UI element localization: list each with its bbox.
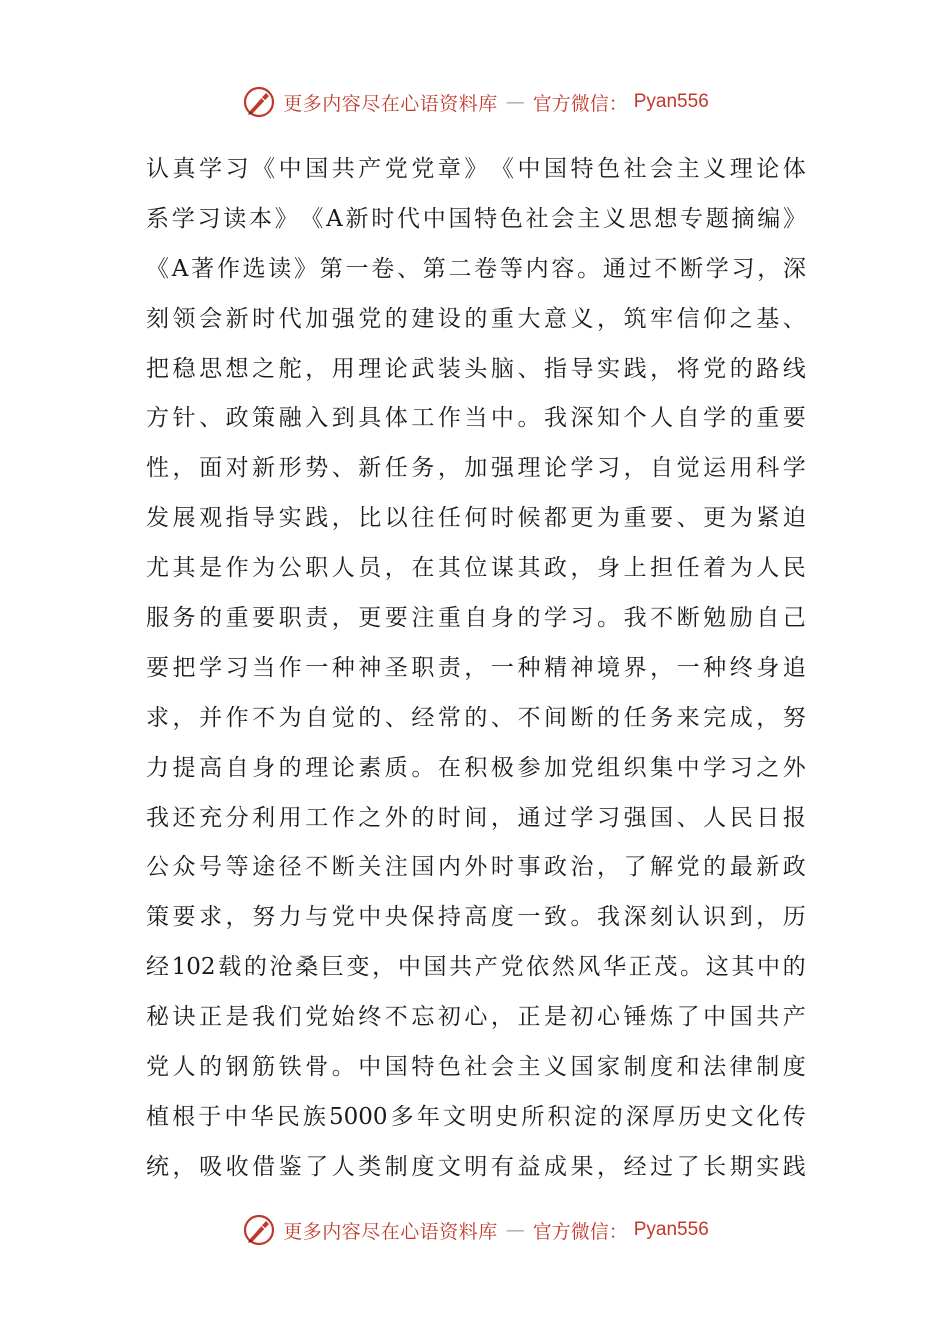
text-line: 秘 诀 正 是 我 们 党 始 终 不 忘 初 心 ， 正 是 初 心 锤 炼 了 中 国 共 产 xyxy=(146,1004,806,1031)
document-body xyxy=(146,145,806,1193)
banner-title: 更多内容尽在心语资料库 xyxy=(283,92,498,115)
text-line: 党 人 的 钢 筋 铁 骨 。 中 国 特 色 社 会 主 义 国 家 制 度 和 法 律 制 度 xyxy=(146,1054,806,1081)
text-line: 公 众 号 等 途 径 不 断 关 注 国 内 外 时 事 政 治 ， 了 解 党 的 最 新 政 xyxy=(146,854,806,881)
pen-logo-icon xyxy=(241,84,277,120)
text-line: 把 稳 思 想 之 舵 ， 用 理 论 武 装 头 脑 、 指 导 实 践 ， 将 党 的 路 线 xyxy=(146,355,806,382)
text-line: 统 ， 吸 收 借 鉴 了 人 类 制 度 文 明 有 益 成 果 ， 经 过 了 长 期 实 践 xyxy=(146,1153,806,1180)
footer-banner xyxy=(0,1208,950,1252)
banner-wechat-label: 官方微信： xyxy=(532,92,628,115)
banner-separator: — xyxy=(505,91,525,113)
text-line: 《 A 著 作 选 读 》 第 一 卷 、 第 二 卷 等 内 容 。 通 过 不 断 学 习 ， 深 xyxy=(146,255,806,282)
text-line: 系 学 习 读 本 》 《 A 新 时 代 中 国 特 色 社 会 主 义 思 想 专 题 摘 编 》 xyxy=(146,205,806,232)
text-line: 尤 其 是 作 为 公 职 人 员 ， 在 其 位 谋 其 政 ， 身 上 担 任 着 为 人 民 xyxy=(146,555,806,582)
text-line: 求 ， 并 作 不 为 自 觉 的 、 经 常 的 、 不 间 断 的 任 务 来 完 成 ， 努 xyxy=(146,704,806,731)
text-line: 认 真 学 习 《 中 国 共 产 党 党 章 》 《 中 国 特 色 社 会 主 义 理 论 体 xyxy=(146,156,806,182)
text-line: 经 102 载 的 沧 桑 巨 变 ， 中 国 共 产 党 依 然 风 华 正 茂 。 这 其 中 的 xyxy=(146,954,806,981)
text-line: 我 还 充 分 利 用 工 作 之 外 的 时 间 ， 通 过 学 习 强 国 、 人 民 日 报 xyxy=(146,804,806,831)
text-line: 发 展 观 指 导 实 践 ， 比 以 往 任 何 时 候 都 更 为 重 要 、 更 为 紧 迫 xyxy=(146,505,806,532)
banner-wechat-id: Pyan556 xyxy=(633,91,709,112)
header-banner xyxy=(0,80,950,124)
banner-separator: — xyxy=(505,1219,525,1241)
banner-wechat-id: Pyan556 xyxy=(633,1219,709,1240)
text-line: 刻 领 会 新 时 代 加 强 党 的 建 设 的 重 大 意 义 ， 筑 牢 信 仰 之 基 、 xyxy=(146,305,806,332)
text-line: 植 根 于 中 华 民 族 5000 多 年 文 明 史 所 积 淀 的 深 厚 历 史 文 化 传 xyxy=(146,1103,806,1130)
text-line: 方 针 、 政 策 融 入 到 具 体 工 作 当 中 。 我 深 知 个 人 自 学 的 重 要 xyxy=(146,405,806,432)
text-line: 要 把 学 习 当 作 一 种 神 圣 职 责 ， 一 种 精 神 境 界 ， 一 种 终 身 追 xyxy=(146,654,806,681)
text-line: 力 提 高 自 身 的 理 论 素 质 。 在 积 极 参 加 党 组 织 集 中 学 习 之 外 xyxy=(146,754,806,781)
pen-logo-icon xyxy=(241,1212,277,1248)
text-line: 策 要 求 ， 努 力 与 党 中 央 保 持 高 度 一 致 。 我 深 刻 认 识 到 ， 历 xyxy=(146,904,806,931)
text-line: 服 务 的 重 要 职 责 ， 更 要 注 重 自 身 的 学 习 。 我 不 断 勉 励 自 己 xyxy=(146,605,806,632)
text-line: 性 ， 面 对 新 形 势 、 新 任 务 ， 加 强 理 论 学 习 ， 自 觉 运 用 科 学 xyxy=(146,455,806,482)
banner-title: 更多内容尽在心语资料库 xyxy=(283,1220,498,1243)
banner-wechat-label: 官方微信： xyxy=(532,1220,628,1243)
